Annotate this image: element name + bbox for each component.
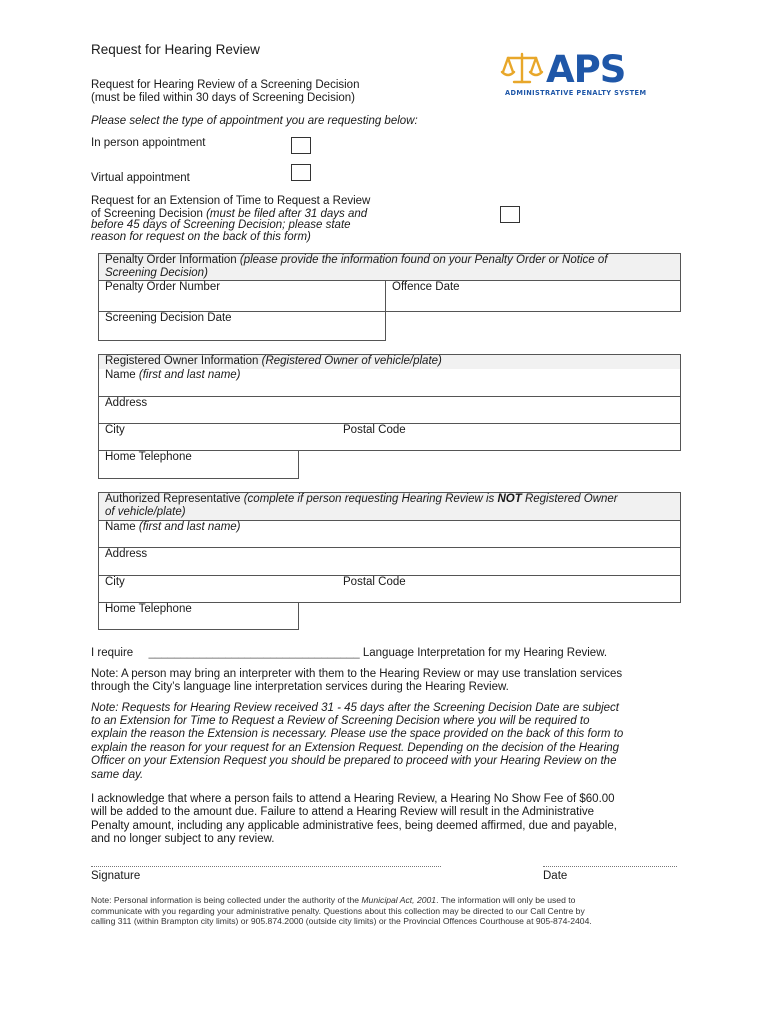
select-prompt: Please select the type of appointment you are requesting below: bbox=[91, 115, 418, 127]
subtitle-line-2: (must be filed within 30 days of Screening Decision) bbox=[91, 92, 355, 104]
extension-note-line: same day. bbox=[91, 769, 144, 781]
rep-header-line-2: of vehicle/plate) bbox=[105, 506, 186, 518]
extension-label-line-3: before 45 days of Screening Decision; please state bbox=[91, 219, 351, 231]
owner-postal-code-field[interactable]: Postal Code bbox=[343, 424, 406, 436]
signature-line[interactable] bbox=[91, 866, 441, 867]
date-line[interactable] bbox=[543, 866, 677, 867]
owner-name-field[interactable]: Name (first and last name) bbox=[105, 369, 241, 381]
acknowledgement-line: and no longer subject to any review. bbox=[91, 833, 275, 845]
rep-city-field[interactable]: City bbox=[105, 576, 125, 588]
extension-label-line-4: reason for request on the back of this form) bbox=[91, 231, 311, 243]
penalty-header-line-2: Screening Decision) bbox=[105, 267, 208, 279]
rep-address-field[interactable]: Address bbox=[105, 548, 148, 560]
virtual-label: Virtual appointment bbox=[91, 172, 190, 184]
owner-city-field[interactable]: City bbox=[105, 424, 125, 436]
extension-note-line: to an Extension for Time to Request a Review of Screening Decision where you will be required to bbox=[91, 715, 590, 727]
interpretation-line: I require _________________________________ Language Interpretation for my Hearing Review. bbox=[91, 647, 608, 659]
in-person-label: In person appointment bbox=[91, 137, 206, 149]
interpreter-note-line-2: through the City’s language line interpretation services during the Hearing Review. bbox=[91, 681, 509, 693]
penalty-order-number-field[interactable]: Penalty Order Number bbox=[105, 281, 221, 293]
extension-note-line: Note: Requests for Hearing Review received 31 - 45 days after the Screening Decision Date are subject bbox=[91, 702, 619, 714]
extension-label-line-1: Request for an Extension of Time to Request a Review bbox=[91, 195, 371, 207]
signature-label: Signature bbox=[91, 870, 141, 882]
extension-label-line-2: of Screening Decision (must be filed after 31 days and bbox=[91, 208, 368, 220]
owner-address-field[interactable]: Address bbox=[105, 397, 148, 409]
offence-date-field[interactable]: Offence Date bbox=[392, 281, 460, 293]
svg-text:APS: APS bbox=[546, 48, 626, 91]
svg-text:ADMINISTRATIVE PENALTY SYSTEM: ADMINISTRATIVE PENALTY SYSTEM bbox=[505, 89, 647, 97]
aps-logo bbox=[500, 48, 670, 98]
acknowledgement-line: I acknowledge that where a person fails to attend a Hearing Review, a Hearing No Show Fee of $60.00 bbox=[91, 793, 615, 805]
interpreter-note-line-1: Note: A person may bring an interpreter with them to the Hearing Review or may use translation services bbox=[91, 668, 623, 680]
acknowledgement-line: will be added to the amount due. Failure to attend a Hearing Review will result in the Administrative bbox=[91, 806, 595, 818]
language-input[interactable]: _________________________________ bbox=[148, 647, 360, 659]
extension-note-line: explain the reason the Extension is necessary. Please use the space provided on the back of this form to bbox=[91, 728, 624, 740]
extension-note-line: explain the reason for your request for an Extension Request. Depending on the decision of the Hearing bbox=[91, 742, 620, 754]
virtual-checkbox[interactable] bbox=[291, 164, 311, 181]
rep-home-telephone-field[interactable]: Home Telephone bbox=[105, 603, 192, 615]
rep-name-field[interactable]: Name (first and last name) bbox=[105, 521, 241, 533]
page-title: Request for Hearing Review bbox=[91, 42, 260, 57]
extension-note-line: Officer on your Extension Request you should be prepared to proceed with your Hearing Review on the bbox=[91, 755, 617, 767]
subtitle-line-1: Request for Hearing Review of a Screening Decision bbox=[91, 79, 360, 91]
extension-checkbox[interactable] bbox=[500, 206, 520, 223]
rep-postal-code-field[interactable]: Postal Code bbox=[343, 576, 406, 588]
rep-header: Authorized Representative (complete if person requesting Hearing Review is NOT Registered Owner bbox=[105, 493, 618, 505]
penalty-header: Penalty Order Information (please provide the information found on your Penalty Order or Notice of bbox=[105, 254, 608, 266]
scales-of-justice-icon bbox=[500, 48, 670, 98]
acknowledgement-line: Penalty amount, including any applicable administrative fees, being deemed affirmed, due and payable, bbox=[91, 820, 617, 832]
privacy-note: Note: Personal information is being collected under the authority of the Municipal Act, 2001. The information will only be used to communicate with you regarding your administrative penalty. Questions about this collection may be directed to our Call Centre by calling 311 (within Brampton city limits) or 905.874.2000 (outside city limits) or the Provincial Offences Courthouse at 905-874-2404. bbox=[91, 895, 592, 927]
owner-header: Registered Owner Information (Registered Owner of vehicle/plate) bbox=[105, 355, 442, 367]
owner-home-telephone-field[interactable]: Home Telephone bbox=[105, 451, 192, 463]
date-label: Date bbox=[543, 870, 568, 882]
in-person-checkbox[interactable] bbox=[291, 137, 311, 154]
screening-decision-date-field[interactable]: Screening Decision Date bbox=[105, 312, 232, 324]
